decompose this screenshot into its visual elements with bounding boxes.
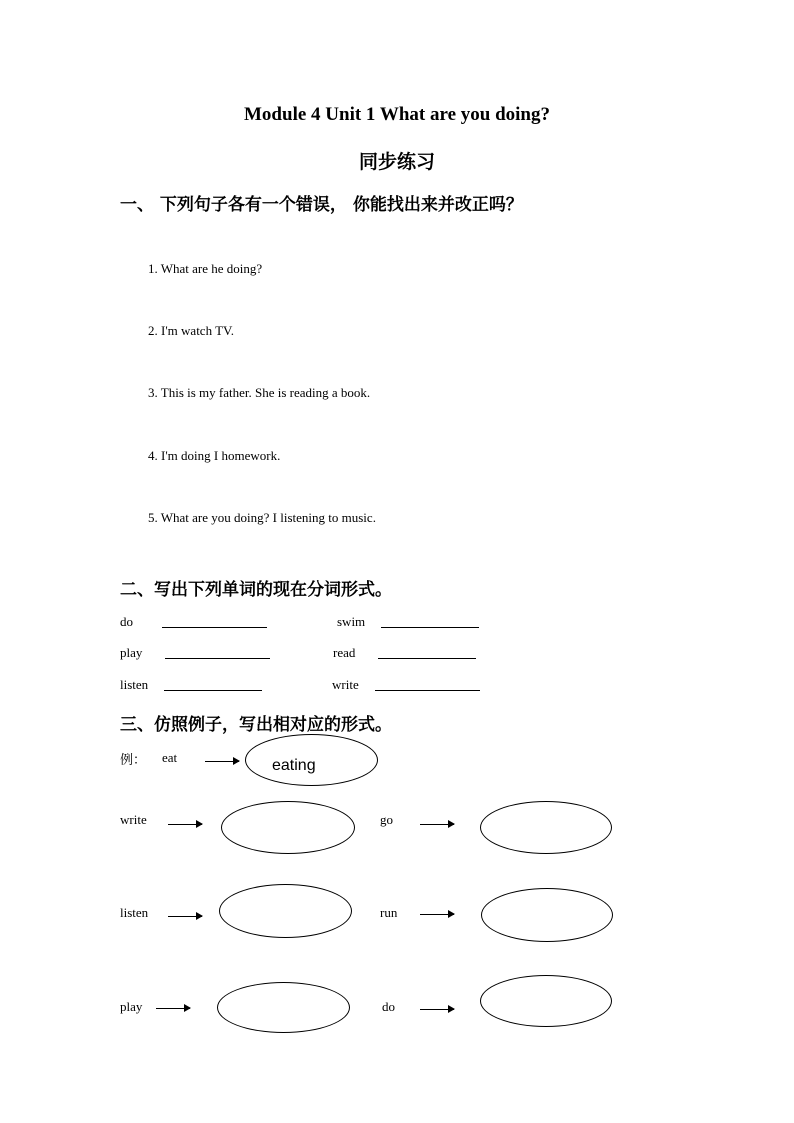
answer-oval[interactable]	[217, 982, 350, 1033]
answer-oval[interactable]	[480, 975, 612, 1027]
answer-blank[interactable]	[165, 658, 270, 659]
sentence-item: 5. What are you doing? I listening to music.	[148, 510, 376, 525]
arrow-icon	[205, 761, 239, 762]
example-word: eat	[162, 750, 178, 765]
page-subtitle: 同步练习	[358, 151, 435, 173]
section1-heading: 一、 下列句子各有一个错误， 你能找出来并改正吗？	[120, 195, 523, 215]
section3-heading: 三、仿照例子，写出相对应的形式。	[120, 715, 392, 735]
arrow-icon	[168, 824, 202, 825]
word-label: run	[380, 905, 398, 920]
answer-blank[interactable]	[375, 690, 480, 691]
sentence-item: 1. What are he doing?	[148, 261, 263, 276]
example-answer-oval	[245, 734, 378, 786]
word-label: play	[120, 645, 143, 660]
arrow-icon	[156, 1008, 190, 1009]
word-label: swim	[337, 614, 366, 629]
word-label: do	[120, 614, 133, 629]
answer-oval[interactable]	[481, 888, 613, 942]
word-label: write	[332, 677, 359, 692]
answer-blank[interactable]	[164, 690, 262, 691]
word-label: play	[120, 999, 143, 1014]
word-label: listen	[120, 905, 149, 920]
word-label: write	[120, 812, 147, 827]
page-title: Module 4 Unit 1 What are you doing?	[244, 104, 550, 125]
arrow-icon	[420, 914, 454, 915]
answer-blank[interactable]	[378, 658, 476, 659]
word-label: listen	[120, 677, 149, 692]
sentence-item: 2. I'm watch TV.	[148, 323, 234, 338]
answer-blank[interactable]	[162, 627, 267, 628]
example-label: 例：	[120, 753, 147, 768]
section2-heading: 二、写出下列单词的现在分词形式。	[120, 580, 392, 600]
example-answer: eating	[272, 757, 316, 774]
arrow-icon	[168, 916, 202, 917]
sentence-item: 3. This is my father. She is reading a book.	[148, 385, 371, 400]
sentence-item: 4. I'm doing I homework.	[148, 448, 281, 463]
arrow-icon	[420, 824, 454, 825]
word-label: do	[382, 999, 395, 1014]
word-label: go	[380, 812, 393, 827]
word-label: read	[333, 645, 356, 660]
arrow-icon	[420, 1009, 454, 1010]
answer-oval[interactable]	[221, 801, 355, 854]
answer-blank[interactable]	[381, 627, 479, 628]
answer-oval[interactable]	[219, 884, 352, 938]
answer-oval[interactable]	[480, 801, 612, 854]
